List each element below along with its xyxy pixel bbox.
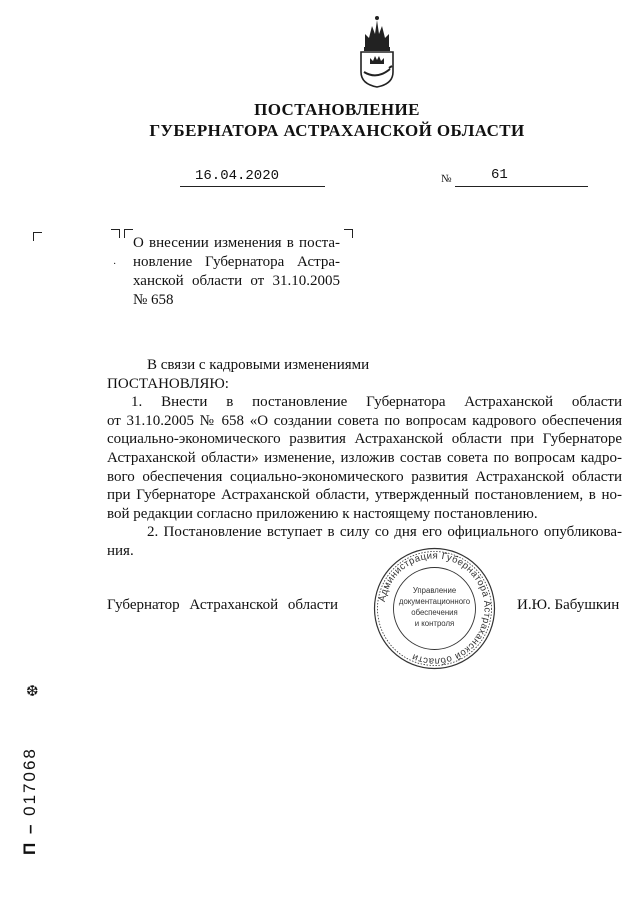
paragraph-1-line: от 31.10.2005 № 658 «О создании совета по вопросам кадрового обеспечения	[107, 412, 622, 429]
paragraph-1-line: при Губернаторе Астраханской области, утвержденный постановлением, в но-	[107, 487, 622, 504]
official-stamp	[372, 546, 497, 671]
serial-digits: 017068	[20, 747, 39, 816]
snowflake-icon: ❆	[26, 684, 39, 700]
serial-prefix: П –	[20, 822, 39, 855]
document-subtitle: ГУБЕРНАТОРА АСТРАХАНСКОЙ ОБЛАСТИ	[149, 121, 525, 140]
stamp-center-line: документационного	[398, 597, 471, 606]
signatory-position: Губернатор Астраханской области	[107, 597, 339, 613]
margin-corner-mark	[33, 232, 42, 241]
signatory-name: И.Ю. Бабушкин	[517, 597, 620, 613]
document-title: ПОСТАНОВЛЕНИЕ	[254, 100, 420, 119]
number-label: №	[441, 173, 452, 185]
serial-number	[20, 747, 40, 855]
paragraph-2-line: ния.	[107, 542, 134, 559]
subject-corner-mark	[344, 229, 353, 238]
subject-corner-mark	[124, 229, 133, 238]
stamp-center-line: и контроля	[414, 619, 455, 628]
stamp-ring-text: Администрация Губернатора Астраханской области	[376, 550, 493, 667]
document-subject	[133, 234, 340, 310]
number-underline	[455, 186, 588, 187]
coat-of-arms-icon	[355, 14, 399, 88]
subject-line: новление Губернатора Астра-	[133, 254, 340, 270]
subject-line: О внесении изменения в поста-	[133, 235, 340, 251]
paragraph-1-line: вой редакции согласно приложению к настоящему постановлению.	[107, 505, 538, 522]
document-body	[107, 356, 622, 561]
document-number: 61	[491, 167, 508, 183]
subject-corner-mark	[111, 229, 120, 238]
decree-word: ПОСТАНОВЛЯЮ:	[107, 375, 229, 392]
date-underline	[180, 186, 325, 187]
subject-line: ханской области от 31.10.2005	[133, 273, 340, 289]
paragraph-2-line: 2. Постановление вступает в силу со дня его официального опубликова-	[147, 524, 622, 541]
paragraph-1-line: социально-экономического развития Астраханской области при Губернаторе	[107, 431, 622, 448]
stamp-center-line: Управление	[412, 586, 457, 595]
paragraph-1-line: 1. Внести в постановление Губернатора Астраханской области	[131, 394, 622, 411]
subject-line: № 658	[133, 292, 174, 308]
paragraph-1-line: Астраханской области» изменение, изложив состав совета по вопросам кадро-	[107, 449, 622, 466]
intro-text: В связи с кадровыми изменениями	[147, 357, 370, 373]
document-date: 16.04.2020	[195, 168, 280, 184]
dot-mark: ·	[113, 259, 117, 270]
paragraph-1-line: вого обеспечения социально-экономического развития Астраханской области	[107, 468, 622, 485]
stamp-center-line: обеспечения	[411, 608, 458, 617]
